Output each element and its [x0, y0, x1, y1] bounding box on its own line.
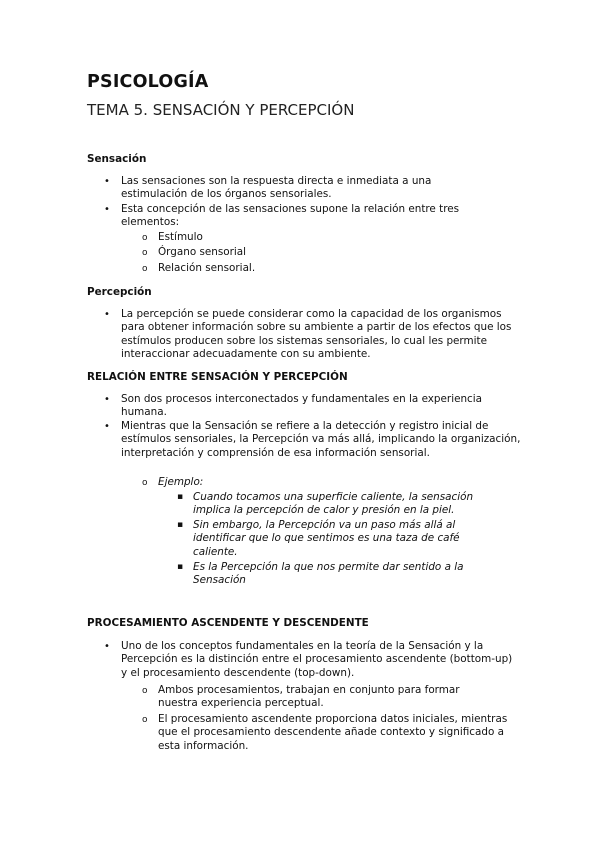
list-item-text: Son dos procesos interconectados y fundamentales en la experiencia humana. [121, 393, 483, 419]
list-item-text: Sin embargo, la Percepción va un paso más allá al identificar que lo que sentimos es una taza de café caliente. [193, 519, 460, 558]
list-item [104, 175, 451, 202]
bullet-marker: • [104, 641, 110, 652]
section-heading-procesamiento: PROCESAMIENTO ASCENDENTE Y DESCENDENTE [87, 617, 369, 629]
list-item [142, 684, 488, 711]
list-item-text: Mientras que la Sensación se refiere a la detección y registro inicial de estímulos sensoriales, la Percepción va más allá, implicando la organización, interpretación y comprensión de esa información sensorial. [121, 420, 521, 459]
circle-marker: o [142, 248, 148, 258]
section-heading-sensacion: Sensación [87, 153, 147, 165]
list-item [177, 491, 483, 518]
list-item [104, 393, 516, 420]
list-item [177, 519, 483, 559]
list-item-text: Relación sensorial. [158, 262, 256, 274]
circle-marker: o [142, 686, 148, 696]
list-item-text: Ejemplo: [158, 476, 204, 488]
list-item [177, 561, 483, 588]
list-item-text: Las sensaciones son la respuesta directa e inmediata a una estimulación de los órganos sensoriales. [121, 175, 432, 201]
bullet-marker: • [104, 421, 110, 432]
list-item [104, 640, 516, 680]
list-item-text: Cuando tocamos una superficie caliente, la sensación implica la percepción de calor y presión en la piel. [193, 491, 474, 517]
bullet-marker: • [104, 204, 110, 215]
square-marker: ▪ [177, 562, 184, 572]
list-item [142, 713, 518, 753]
list-item [104, 420, 521, 460]
list-item-text: Esta concepción de las sensaciones supone la relación entre tres elementos: [121, 203, 460, 229]
list-item-text: El procesamiento ascendente proporciona datos iniciales, mientras que el procesamiento descendente añade contexto y significado a esta información. [158, 713, 508, 752]
section-heading-percepcion: Percepción [87, 286, 152, 298]
list-item-text: Órgano sensorial [158, 246, 247, 258]
section-heading-relacion: RELACIÓN ENTRE SENSACIÓN Y PERCEPCIÓN [87, 371, 348, 383]
circle-marker: o [142, 233, 148, 243]
circle-marker: o [142, 478, 148, 488]
square-marker: ▪ [177, 492, 184, 502]
list-item [104, 308, 516, 362]
bullet-marker: • [104, 176, 110, 187]
list-item [142, 262, 518, 275]
list-item [142, 246, 518, 259]
document-title: PSICOLOGÍA [87, 72, 209, 92]
list-item-text: La percepción se puede considerar como la capacidad de los organismos para obtener información sobre su ambiente a partir de los efectos que los estímulos producen sobre los sistemas sensoriales, lo cual les permite interaccionar adecuadamente con su ambiente. [121, 308, 512, 361]
bullet-marker: • [104, 394, 110, 405]
document-subtitle: TEMA 5. SENSACIÓN Y PERCEPCIÓN [87, 101, 355, 119]
list-item-text: Ambos procesamientos, trabajan en conjunto para formar nuestra experiencia perceptual. [158, 684, 460, 710]
list-item [142, 231, 518, 244]
list-item-text: Uno de los conceptos fundamentales en la teoría de la Sensación y la Percepción es la distinción entre el procesamiento ascendente (bottom-up) y el procesamiento descendente (top-down). [121, 640, 513, 679]
circle-marker: o [142, 715, 148, 725]
list-item [104, 203, 491, 230]
list-item-text: Estímulo [158, 231, 203, 243]
circle-marker: o [142, 264, 148, 274]
square-marker: ▪ [177, 520, 184, 530]
bullet-marker: • [104, 309, 110, 320]
list-item [142, 476, 518, 489]
list-item-text: Es la Percepción la que nos permite dar sentido a la Sensación [193, 561, 464, 587]
